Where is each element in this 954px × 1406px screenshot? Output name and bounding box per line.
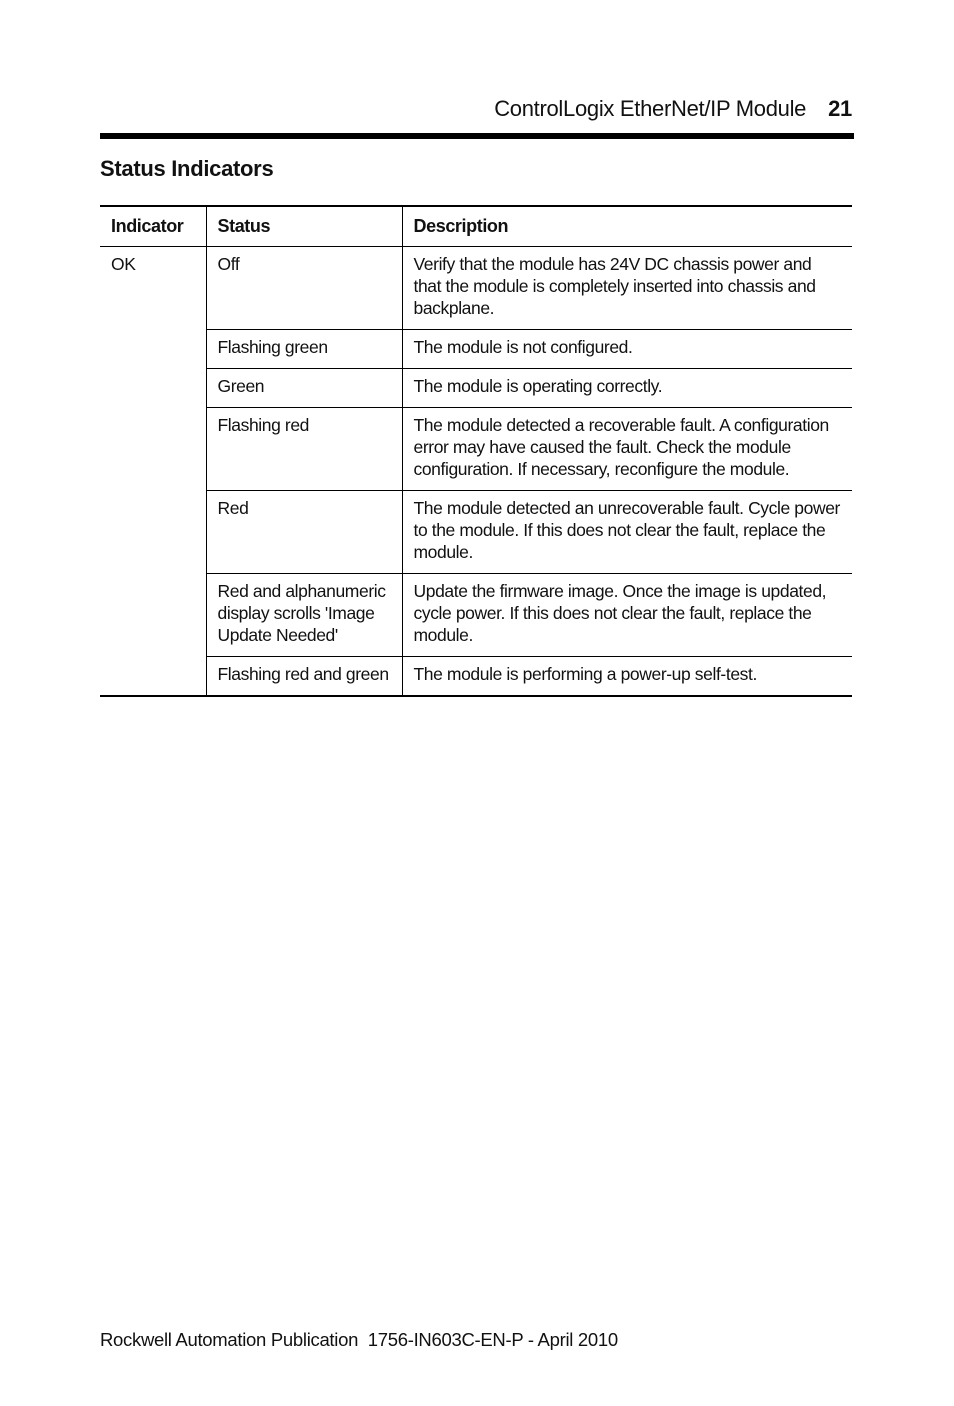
- description-cell: The module is operating correctly.: [402, 369, 852, 408]
- status-cell: Flashing green: [206, 330, 402, 369]
- description-cell: The module detected a recoverable fault. A configuration error may have caused the fault. Check the module configuration. If necessary, reconfigure the module.: [402, 408, 852, 491]
- table-row: [100, 657, 852, 697]
- table-row: [100, 574, 852, 657]
- page-header: [100, 92, 852, 126]
- status-cell: Off: [206, 247, 402, 330]
- description-cell: The module detected an unrecoverable fault. Cycle power to the module. If this does not clear the fault, replace the module.: [402, 491, 852, 574]
- table-header-row: [100, 206, 852, 247]
- column-header-description: Description: [402, 206, 852, 247]
- document-title: ControlLogix EtherNet/IP Module: [494, 96, 807, 121]
- description-cell: The module is not configured.: [402, 330, 852, 369]
- page-number: 21: [828, 96, 852, 121]
- column-header-status: Status: [206, 206, 402, 247]
- description-cell: Verify that the module has 24V DC chassis power and that the module is completely inserted into chassis and backplane.: [402, 247, 852, 330]
- page-footer: [100, 1329, 618, 1351]
- status-cell: Red: [206, 491, 402, 574]
- column-header-indicator: Indicator: [111, 216, 184, 236]
- table-row: [100, 247, 852, 330]
- table-row: [100, 369, 852, 408]
- description-cell: The module is performing a power-up self-test.: [402, 657, 852, 697]
- status-indicators-table: [100, 205, 852, 697]
- footer-publication-info: 1756-IN603C-EN-P - April 2010: [367, 1329, 618, 1350]
- section-title: Status Indicators: [100, 156, 274, 181]
- status-cell: Red and alphanumeric display scrolls 'Image Update Needed': [206, 574, 402, 657]
- status-cell: Flashing red: [206, 408, 402, 491]
- footer-publisher: Rockwell Automation Publication: [100, 1329, 359, 1350]
- header-rule: [100, 133, 854, 139]
- table-row: [100, 330, 852, 369]
- description-cell: Update the firmware image. Once the image is updated, cycle power. If this does not clear the fault, replace the module.: [402, 574, 852, 657]
- table-row: [100, 408, 852, 491]
- status-cell: Green: [206, 369, 402, 408]
- table-row: [100, 491, 852, 574]
- indicator-cell: OK: [100, 247, 206, 697]
- status-cell: Flashing red and green: [206, 657, 402, 697]
